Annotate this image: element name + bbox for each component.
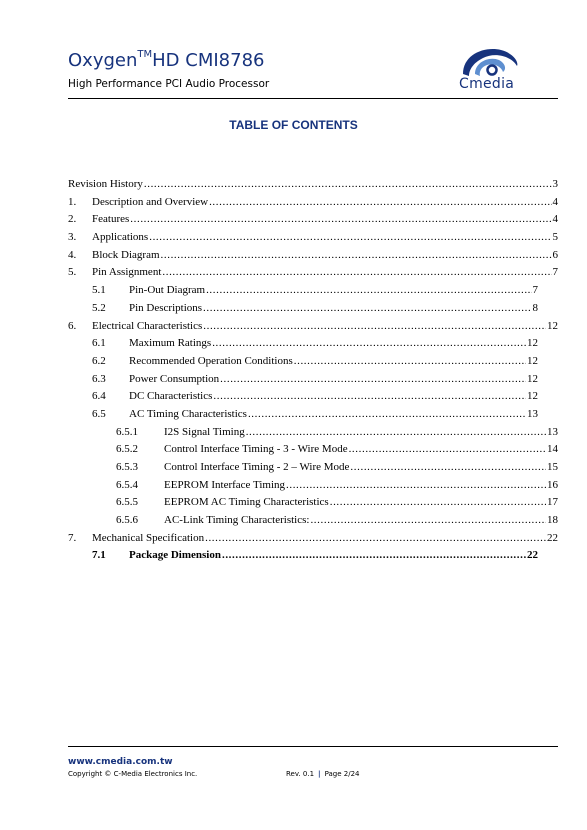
toc-entry-page: 7 (532, 284, 538, 297)
toc-entry-page: 15 (547, 461, 558, 473)
toc-dot-leader (203, 320, 546, 332)
page-number: Page 2/24 (324, 770, 360, 778)
toc-entry-title: AC Timing Characteristics (129, 407, 247, 420)
toc-entry-page: 8 (532, 301, 538, 314)
toc-entry-page: 14 (547, 443, 558, 456)
toc-dot-leader (330, 496, 546, 508)
toc-entry[interactable] (68, 514, 558, 532)
toc-entry[interactable] (68, 196, 558, 214)
toc-entry-number: 5.1 (92, 284, 106, 297)
toc-entry-title: Pin Descriptions (129, 301, 203, 314)
toc-entry-title: Maximum Ratings (129, 337, 212, 350)
toc-entry-page: 13 (547, 425, 558, 438)
toc-dot-leader (222, 549, 526, 561)
toc-dot-leader (220, 373, 526, 385)
toc-entry-page: 7 (552, 266, 558, 279)
toc-entry-number: 6.4 (92, 390, 106, 403)
toc-dot-leader (205, 532, 546, 544)
toc-entry-title: Power Consumption (129, 372, 220, 385)
toc-entry-number: 5.2 (92, 301, 106, 314)
trademark-mark: TM (137, 49, 153, 60)
toc-entry[interactable] (68, 443, 558, 461)
toc-entry[interactable] (68, 249, 558, 267)
footer-url-link[interactable]: www.cmedia.com.tw (68, 757, 173, 767)
toc-entry-page: 4 (552, 195, 558, 208)
toc-entry-number: 6.5.5 (116, 496, 138, 509)
footer-separator: | (318, 770, 321, 778)
toc-entry[interactable] (68, 390, 558, 408)
toc-entry[interactable] (68, 355, 558, 373)
toc-dot-leader (203, 302, 531, 314)
toc-dot-leader (294, 355, 526, 367)
toc-entry[interactable] (68, 302, 558, 320)
toc-entry-number: 6.5.3 (116, 461, 138, 473)
toc-entry-title: Revision History (68, 178, 143, 190)
toc-entry-number: 7.1 (92, 549, 106, 562)
toc-dot-leader (310, 514, 546, 526)
toc-entry-page: 12 (527, 337, 538, 350)
footer-copyright: Copyright © C-Media Electronics Inc. (68, 770, 198, 778)
toc-entry-page: 5 (552, 231, 558, 244)
toc-entry-number: 6.5.1 (116, 425, 138, 438)
toc-entry-title: Pin-Out Diagram (129, 284, 206, 297)
toc-entry-title: Applications (92, 231, 149, 244)
toc-entry[interactable] (68, 337, 558, 355)
toc-entry-number: 6.2 (92, 354, 106, 367)
toc-entry-number: 6.5.4 (116, 478, 138, 491)
toc-entry[interactable] (68, 426, 558, 444)
toc-entry-title: Recommended Operation Conditions (129, 354, 293, 367)
toc-entry-number: 5. (68, 266, 77, 279)
toc-entry[interactable] (68, 284, 558, 302)
toc-entry-page: 12 (527, 354, 538, 367)
toc-dot-leader (149, 231, 551, 243)
toc-entry-title: Block Diagram (92, 248, 160, 261)
toc-dot-leader (206, 284, 531, 296)
toc-entry[interactable] (68, 479, 558, 497)
toc-dot-leader (212, 337, 526, 349)
toc-entry-title: DC Characteristics (129, 390, 213, 403)
toc-entry-title: Control Interface Timing - 3 - Wire Mode (164, 443, 348, 456)
toc-entry-number: 6.5 (92, 407, 106, 420)
product-subtitle: High Performance PCI Audio Processor (68, 78, 270, 90)
toc-entry-title: Pin Assignment (92, 266, 162, 279)
toc-entry-title: Mechanical Specification (92, 531, 205, 544)
toc-dot-leader (350, 461, 546, 473)
toc-entry[interactable] (68, 320, 558, 338)
toc-entry-number: 1. (68, 195, 77, 208)
toc-entry[interactable] (68, 461, 558, 479)
toc-entry[interactable] (68, 373, 558, 391)
toc-entry-page: 12 (527, 390, 538, 403)
toc-entry[interactable] (68, 178, 558, 196)
toc-entry-title: EEPROM Interface Timing (164, 478, 285, 491)
toc-entry-title: Package Dimension (129, 549, 221, 562)
toc-dot-leader (248, 408, 526, 420)
toc-dot-leader (349, 443, 546, 455)
toc-entry[interactable] (68, 213, 558, 231)
product-model: HD CMI8786 (152, 50, 265, 71)
toc-entry-number: 2. (68, 213, 77, 226)
page-header (68, 50, 558, 98)
toc-entry-page: 12 (527, 372, 538, 385)
toc-entry-number: 6.1 (92, 337, 106, 350)
toc-entry-page: 4 (552, 213, 558, 226)
toc-entry-title: Control Interface Timing - 2 – Wire Mode (164, 461, 350, 473)
toc-entry-number: 4. (68, 248, 77, 261)
toc-entry-page: 13 (527, 407, 538, 420)
header-rule (68, 98, 558, 99)
footer-rule (68, 746, 558, 747)
toc-entry[interactable] (68, 532, 558, 550)
toc-entry-page: 3 (552, 178, 558, 190)
toc-entry-title: Description and Overview (92, 195, 209, 208)
toc-entry[interactable] (68, 549, 558, 567)
toc-entry[interactable] (68, 496, 558, 514)
toc-entry-number: 6.5.2 (116, 443, 138, 456)
toc-entry-page: 22 (547, 531, 558, 544)
logo-wordmark: Cmedia (459, 76, 515, 92)
toc-entry[interactable] (68, 231, 558, 249)
toc-entry-page: 6 (552, 248, 558, 261)
toc-entry-title: EEPROM AC Timing Characteristics (164, 496, 329, 509)
toc-dot-leader (213, 390, 526, 402)
toc-dot-leader (144, 178, 552, 190)
product-name-base: Oxygen (68, 50, 138, 71)
toc-dot-leader (209, 196, 551, 208)
toc-entry-page: 16 (547, 478, 558, 491)
toc-entry-number: 6. (68, 319, 77, 332)
toc-dot-leader (246, 426, 546, 438)
table-of-contents (68, 178, 558, 567)
toc-dot-leader (130, 213, 551, 225)
toc-entry-page: 12 (547, 319, 558, 332)
toc-dot-leader (161, 249, 552, 261)
footer-revision (286, 770, 360, 778)
toc-entry-page: 18 (547, 514, 558, 527)
toc-entry-number: 6.3 (92, 372, 106, 385)
toc-entry-number: 6.5.6 (116, 514, 138, 527)
toc-dot-leader (162, 266, 551, 278)
toc-entry-title: I2S Signal Timing (164, 425, 245, 438)
toc-title: TABLE OF CONTENTS (229, 118, 358, 132)
revision-label: Rev. 0.1 (286, 770, 315, 778)
toc-entry[interactable] (68, 266, 558, 284)
toc-entry-page: 17 (547, 496, 558, 509)
toc-dot-leader (286, 479, 546, 491)
toc-entry-title: Features (92, 213, 130, 226)
toc-entry-title: AC-Link Timing Characteristics: (164, 514, 310, 527)
toc-entry-page: 22 (527, 549, 538, 562)
toc-entry[interactable] (68, 408, 558, 426)
toc-entry-number: 3. (68, 231, 77, 244)
toc-entry-title: Electrical Characteristics (92, 319, 203, 332)
toc-entry-number: 7. (68, 531, 77, 544)
product-title (68, 50, 264, 71)
